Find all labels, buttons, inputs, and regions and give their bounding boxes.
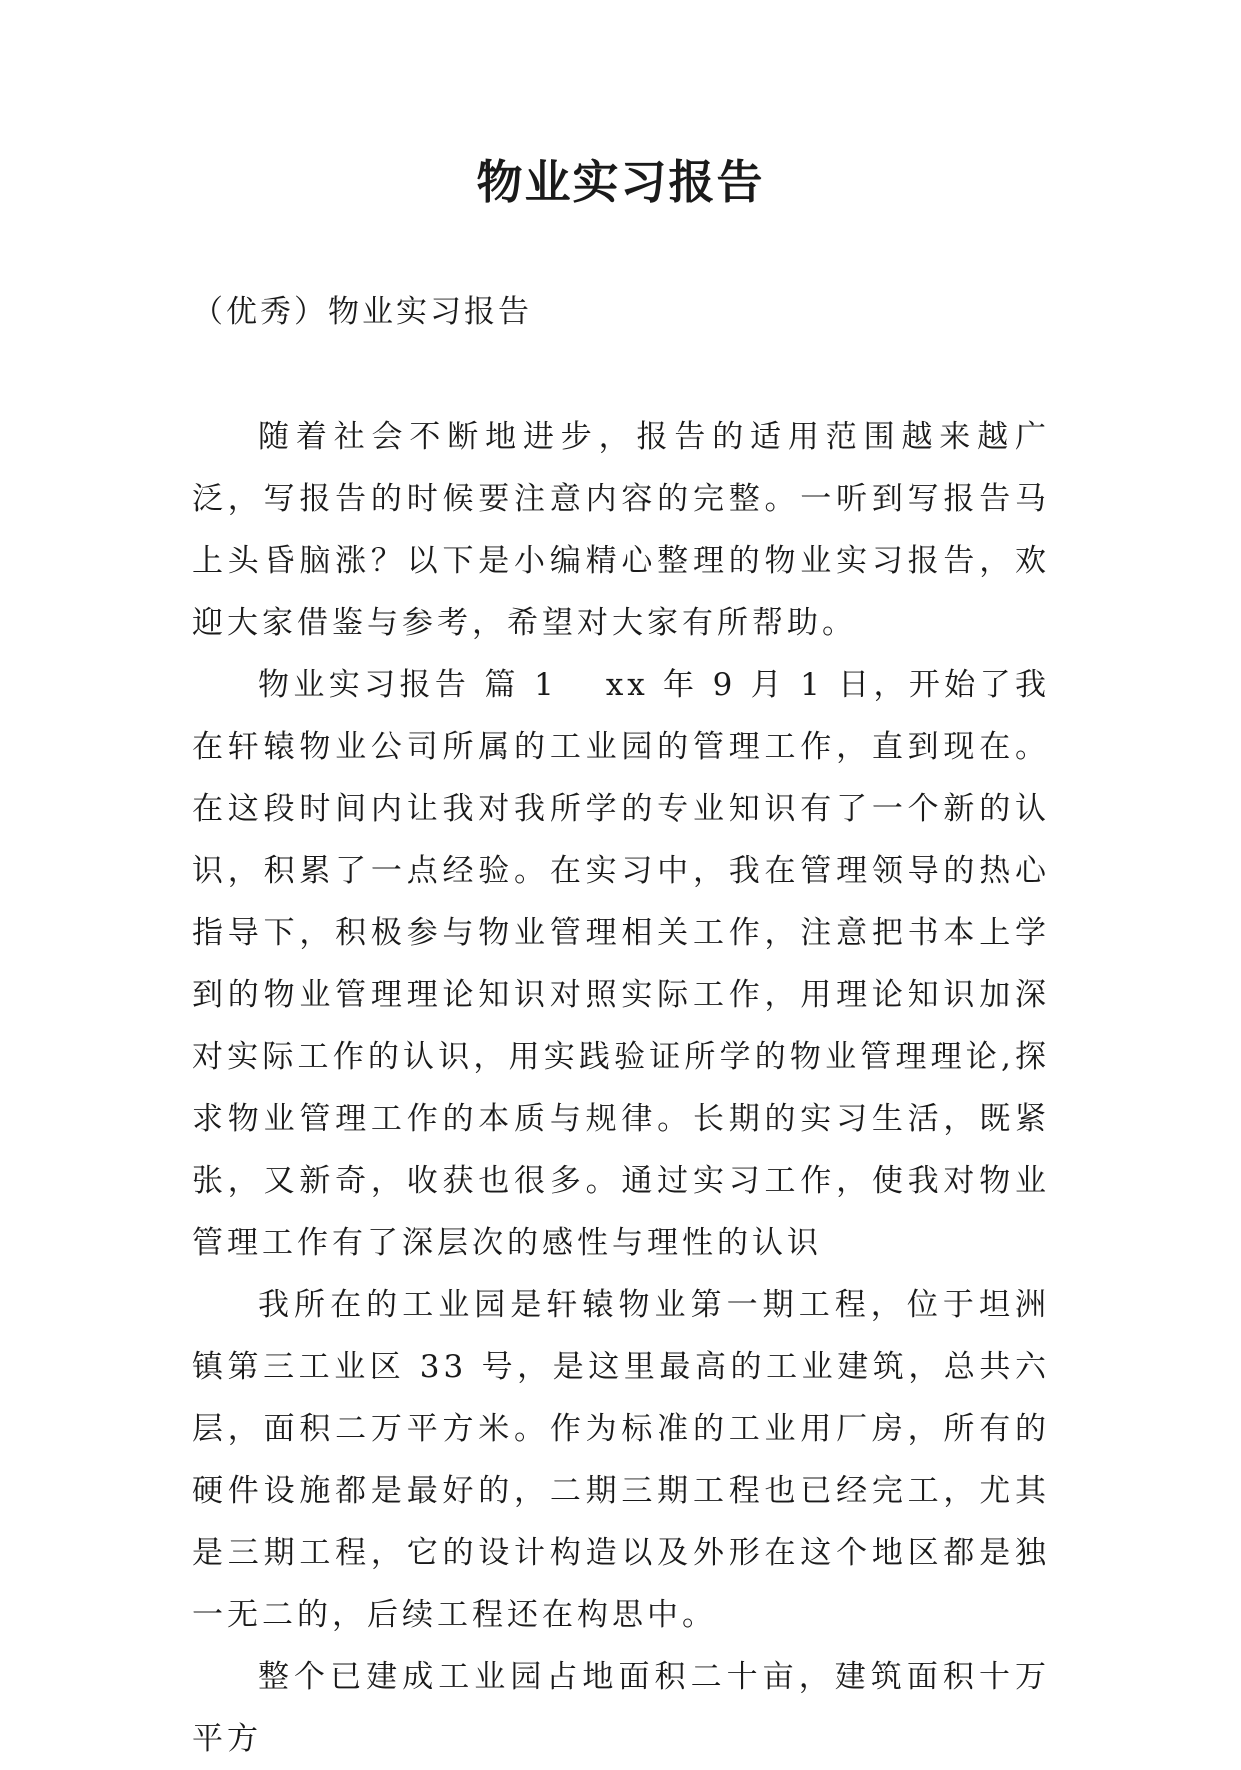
document-body — [192, 406, 1050, 1770]
section-1-text: xx 年 9 月 1 日，开始了我在轩辕物业公司所属的工业园的管理工作，直到现在。在这段时间内让我对我所学的专业知识有了一个新的认识，积累了一点经验。在实习中，我在管理领导的热心指导下，积极参与物业管理相关工作，注意把书本上学到的物业管理理论知识对照实际工作，用理论知识加深对实际工作的认识，用实践验证所学的物业管理理论,探求物业管理工作的本质与规律。长期的实习生活，既紧张，又新奇，收获也很多。通过实习工作，使我对物业管理工作有了深层次的感性与理性的认识 — [192, 667, 1050, 1261]
paragraph-area: 整个已建成工业园占地面积二十亩，建筑面积十万平方 — [192, 1659, 1050, 1757]
paragraph-location: 我所在的工业园是轩辕物业第一期工程，位于坦洲镇第三工业区 33 号，是这里最高的工业建筑，总共六层，面积二万平方米。作为标准的工业用厂房，所有的硬件设施都是最好的，二期三期工程也已经完工，尤其是三期工程，它的设计构造以及外形在这个地区都是独一无二的，后续工程还在构思中。 — [192, 1287, 1050, 1633]
document-subtitle: （优秀）物业实习报告 — [192, 294, 532, 330]
paragraph-intro: 随着社会不断地进步，报告的适用范围越来越广泛，写报告的时候要注意内容的完整。一听到写报告马上头昏脑涨？以下是小编精心整理的物业实习报告，欢迎大家借鉴与参考，希望对大家有所帮助。 — [192, 419, 1050, 641]
document-title: 物业实习报告 — [476, 155, 765, 209]
paragraph-section-1 — [192, 654, 1050, 1274]
section-heading: 物业实习报告 篇 1 — [258, 667, 558, 703]
